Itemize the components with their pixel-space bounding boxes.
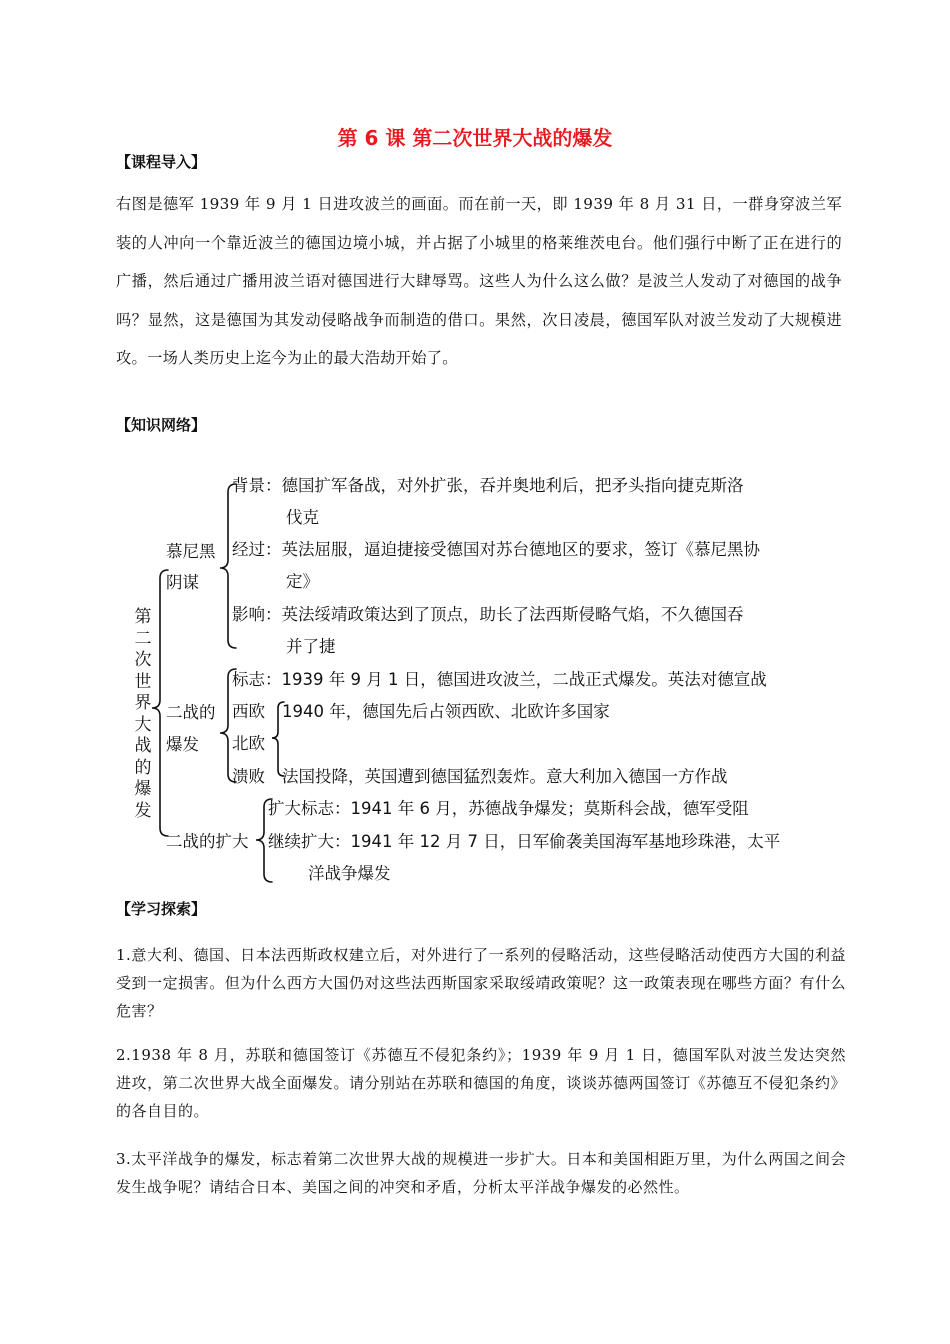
munich-impact-1: 影响：英法绥靖政策达到了顶点，助长了法西斯侵略气焰，不久德国吞 bbox=[232, 605, 744, 624]
munich-background-1: 背景：德国扩军备战，对外扩张，吞并奥地利后，把矛头指向捷克斯洛 bbox=[232, 476, 744, 495]
outbreak-label-1: 二战的 bbox=[166, 703, 216, 722]
outbreak-sign: 标志：1939 年 9 月 1 日，德国进攻波兰，二战正式爆发。英法对德宣战 bbox=[232, 670, 767, 689]
expansion-label: 二战的扩大 bbox=[166, 832, 249, 851]
intro-paragraph: 右图是德军 1939 年 9 月 1 日进攻波兰的画面。而在前一天，即 1939 年 8 月 31 日，一群身穿波兰军装的人冲向一个靠近波兰的德国边境小城，并占据了小城里的格莱维茨电台。他们强行中断了正在进行的广播，然后通过广播用波兰语对德国进行大肆辱骂。这些人为什么这么做？是波兰人发动了对德国的战争吗？显然，这是德国为其发动侵略战争而制造的借口。果然，次日凌晨，德国军队对波兰发动了大规模进攻。一场人类历史上迄今为止的最大浩劫开始了。 bbox=[116, 195, 842, 367]
outbreak-sub-west: 西欧 bbox=[232, 702, 265, 721]
network-heading: 【知识网络】 bbox=[116, 416, 207, 434]
knowledge-network-diagram bbox=[120, 464, 840, 890]
outbreak-sub-north: 北欧 bbox=[232, 734, 265, 753]
outbreak-event-2: 法国投降，英国遭到德国猛烈轰炸。意大利加入德国一方作战 bbox=[282, 767, 728, 786]
explore-question-3: 3.太平洋战争的爆发，标志着第二次世界大战的规模进一步扩大。日本和美国相距万里，为什么两国之间会发生战争呢？请结合日本、美国之间的冲突和矛盾，分析太平洋战争爆发的必然性。 bbox=[116, 1150, 846, 1196]
munich-background-2: 伐克 bbox=[286, 508, 319, 527]
munich-impact-2: 并了捷 bbox=[286, 637, 336, 656]
explore-question-2: 2.1938 年 8 月，苏联和德国签订《苏德互不侵犯条约》；1939 年 9 月 1 日，德国军队对波兰发达突然进攻，第二次世界大战全面爆发。请分别站在苏联和德国的角度，谈谈苏德两国签订《苏德互不侵犯条约》的各自目的。 bbox=[116, 1046, 846, 1120]
munich-label-1: 慕尼黑 bbox=[166, 542, 216, 561]
munich-process-1: 经过：英法屈服，逼迫捷接受德国对苏台德地区的要求，签订《慕尼黑协 bbox=[232, 540, 760, 559]
root-label: 第二次世界大战的爆发 bbox=[134, 607, 152, 821]
explore-question-1: 1.意大利、德国、日本法西斯政权建立后，对外进行了一系列的侵略活动，这些侵略活动使西方大国的利益受到一定损害。但为什么西方大国仍对这些法西斯国家采取绥靖政策呢？这一政策表现在哪些方面？有什么危害？ bbox=[116, 946, 846, 1020]
expansion-sign: 扩大标志：1941 年 6 月，苏德战争爆发；莫斯科会战，德军受阻 bbox=[268, 799, 749, 818]
intro-heading: 【课程导入】 bbox=[116, 153, 207, 171]
expansion-continue-1: 继续扩大：1941 年 12 月 7 日，日军偷袭美国海军基地珍珠港，太平 bbox=[268, 832, 781, 851]
outbreak-sub-defeat: 溃败 bbox=[232, 767, 265, 786]
munich-label-2: 阴谋 bbox=[166, 573, 199, 592]
expansion-continue-2: 洋战争爆发 bbox=[308, 864, 391, 883]
outbreak-event-1: 1940 年，德国先后占领西欧、北欧许多国家 bbox=[282, 702, 610, 721]
munich-process-2: 定》 bbox=[286, 572, 319, 591]
page-title: 第 6 课 第二次世界大战的爆发 bbox=[337, 126, 613, 150]
explore-heading: 【学习探索】 bbox=[116, 900, 207, 918]
outbreak-label-2: 爆发 bbox=[166, 735, 199, 754]
